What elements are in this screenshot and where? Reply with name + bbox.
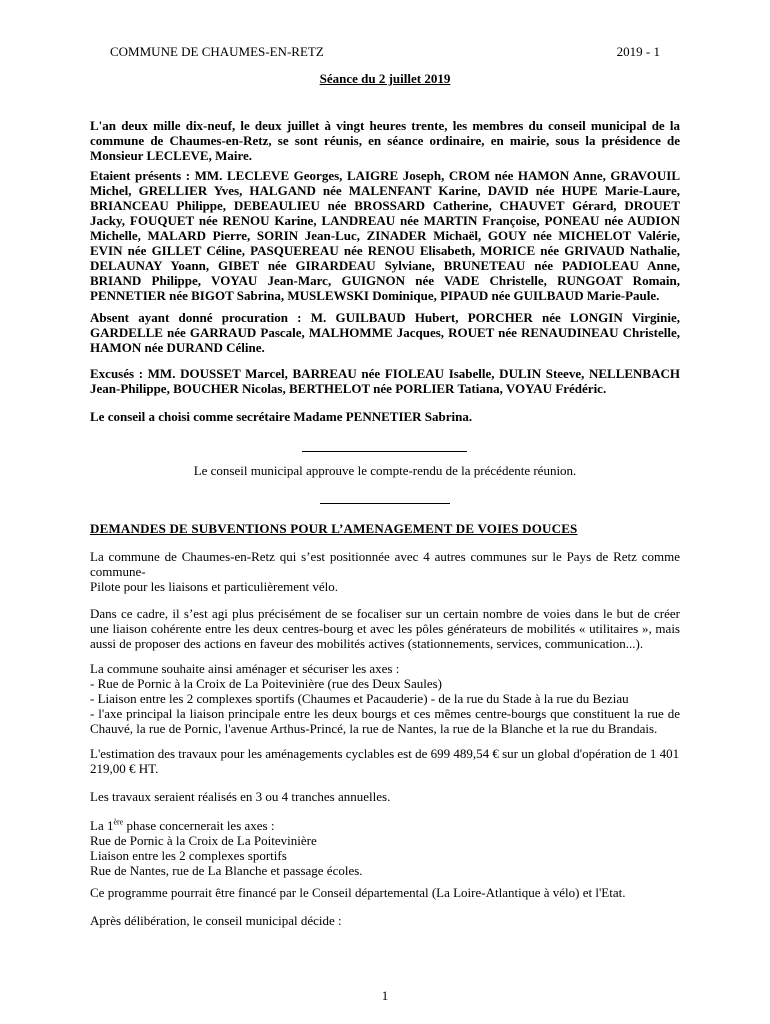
estimation-paragraph: L'estimation des travaux pour les aménagements cyclables est de 699 489,54 € sur un global d'opération de 1 401 219,00 € HT. [90, 746, 680, 776]
financement-paragraph: Ce programme pourrait être financé par le Conseil départemental (La Loire-Atlantique à vélo) et l'Etat. [90, 885, 626, 900]
pilot-line: La commune de Chaumes-en-Retz qui s’est positionnée avec 4 autres communes sur le Pays de Retz comme commune- [90, 549, 680, 579]
phase-superscript: ère [113, 817, 124, 827]
axes-intro: La commune souhaite ainsi aménager et sécuriser les axes : [90, 661, 400, 676]
axis-item: - Rue de Pornic à la Croix de La Poitevinière (rue des Deux Saules) [90, 676, 442, 691]
axes-block [90, 661, 680, 736]
phase-suffix: phase concernerait les axes : [123, 818, 275, 833]
page-number: 1 [381, 988, 389, 1003]
separator-line [302, 451, 467, 452]
approbation-paragraph: Le conseil municipal approuve le compte-rendu de la précédente réunion. [193, 463, 577, 478]
page-header [110, 44, 660, 60]
tranches-paragraph: Les travaux seraient réalisés en 3 ou 4 tranches annuelles. [90, 789, 391, 804]
procuration-paragraph: Absent ayant donné procuration : M. GUILBAUD Hubert, PORCHER née LONGIN Virginie, GARDELLE née GARRAUD Pascale, MALHOMME Jacques, ROUET née RENAUDINEAU Christelle, HAMON née DURAND Céline. [90, 310, 680, 355]
seance-title: Séance du 2 juillet 2019 [319, 71, 451, 86]
phase-item: Rue de Pornic à la Croix de La Poitevinière [90, 833, 317, 848]
phase-block [90, 818, 680, 878]
page-ref: 2019 - 1 [616, 44, 660, 59]
phase-intro [90, 818, 680, 833]
pilot-paragraph [90, 549, 680, 594]
separator-line [320, 503, 450, 504]
phase-item: Rue de Nantes, rue de La Blanche et passage écoles. [90, 863, 363, 878]
deliberation-paragraph: Après délibération, le conseil municipal décide : [90, 913, 342, 928]
excuses-paragraph: Excusés : MM. DOUSSET Marcel, BARREAU née FIOLEAU Isabelle, DULIN Steeve, NELLENBACH Jean-Philippe, BOUCHER Nicolas, BERTHELOT née PORLIER Tatiana, VOYAU Frédéric. [90, 366, 680, 396]
document-page [90, 0, 680, 1024]
axis-item: - l'axe principal la liaison principale entre les deux bourgs et ces mêmes centre-bourgs que constituent la rue de Chauvé, la rue de Pornic, l'avenue Arthus-Princé, la rue de Nantes, la rue de la Blanche et la rue du Brandais. [90, 706, 680, 736]
context-paragraph: Dans ce cadre, il s’est agi plus précisément de se focaliser sur un certain nombre de voies dans le but de créer une liaison cohérente entre les deux centres-bourg et avec les pôles générateurs de mobilités « utilitaires », mais aussi de proposer des actions en faveur des mobilités actives (stationnements, services, communication...). [90, 606, 680, 651]
phase-item: Liaison entre les 2 complexes sportifs [90, 848, 287, 863]
commune-name: COMMUNE DE CHAUMES-EN-RETZ [110, 44, 324, 59]
intro-paragraph: L'an deux mille dix-neuf, le deux juillet à vingt heures trente, les membres du conseil municipal de la commune de Chaumes-en-Retz, se sont réunis, en séance ordinaire, en mairie, sous la présidence de Monsieur LECLEVE, Maire. [90, 118, 680, 163]
presents-paragraph: Etaient présents : MM. LECLEVE Georges, LAIGRE Joseph, CROM née HAMON Anne, GRAVOUIL Michel, GRELLIER Yves, HALGAND née MALENFANT Karine, DAVID née HUPE Marie-Laure, BRIANCEAU Philippe, DEBEAULIEU née BROSSARD Catherine, CHAUVET Gérard, DROUET Jacky, FOUQUET née RENOU Karine, LANDREAU née MARTIN Françoise, PONEAU née AUDION Michelle, MALARD Pierre, SORIN Jean-Luc, ZINADER Michaël, GOUY née MICHELOT Valérie, EVIN née GILLET Céline, PASQUEREAU née RENOU Elisabeth, MORICE née GRIVAUD Nathalie, DELAUNAY Yoann, GIBET née GIRARDEAU Sylviane, BRUNETEAU née PADIOLEAU Anne, BRIAND Philippe, VOYAU Jean-Marc, GUIGNON née VADE Christelle, RUNGOAT Romain, PENNETIER née BIGOT Sabrina, MUSLEWSKI Dominique, PIPAUD née GUILBAUD Marie-Paule. [90, 168, 680, 303]
pilot-line: Pilote pour les liaisons et particulièrement vélo. [90, 579, 339, 594]
secretaire-paragraph: Le conseil a choisi comme secrétaire Madame PENNETIER Sabrina. [90, 409, 473, 424]
axis-item: - Liaison entre les 2 complexes sportifs (Chaumes et Pacauderie) - de la rue du Stade à la rue du Beziau [90, 691, 629, 706]
phase-prefix: La 1 [90, 818, 114, 833]
section-heading: DEMANDES DE SUBVENTIONS POUR L’AMENAGEMENT DE VOIES DOUCES [90, 521, 578, 536]
